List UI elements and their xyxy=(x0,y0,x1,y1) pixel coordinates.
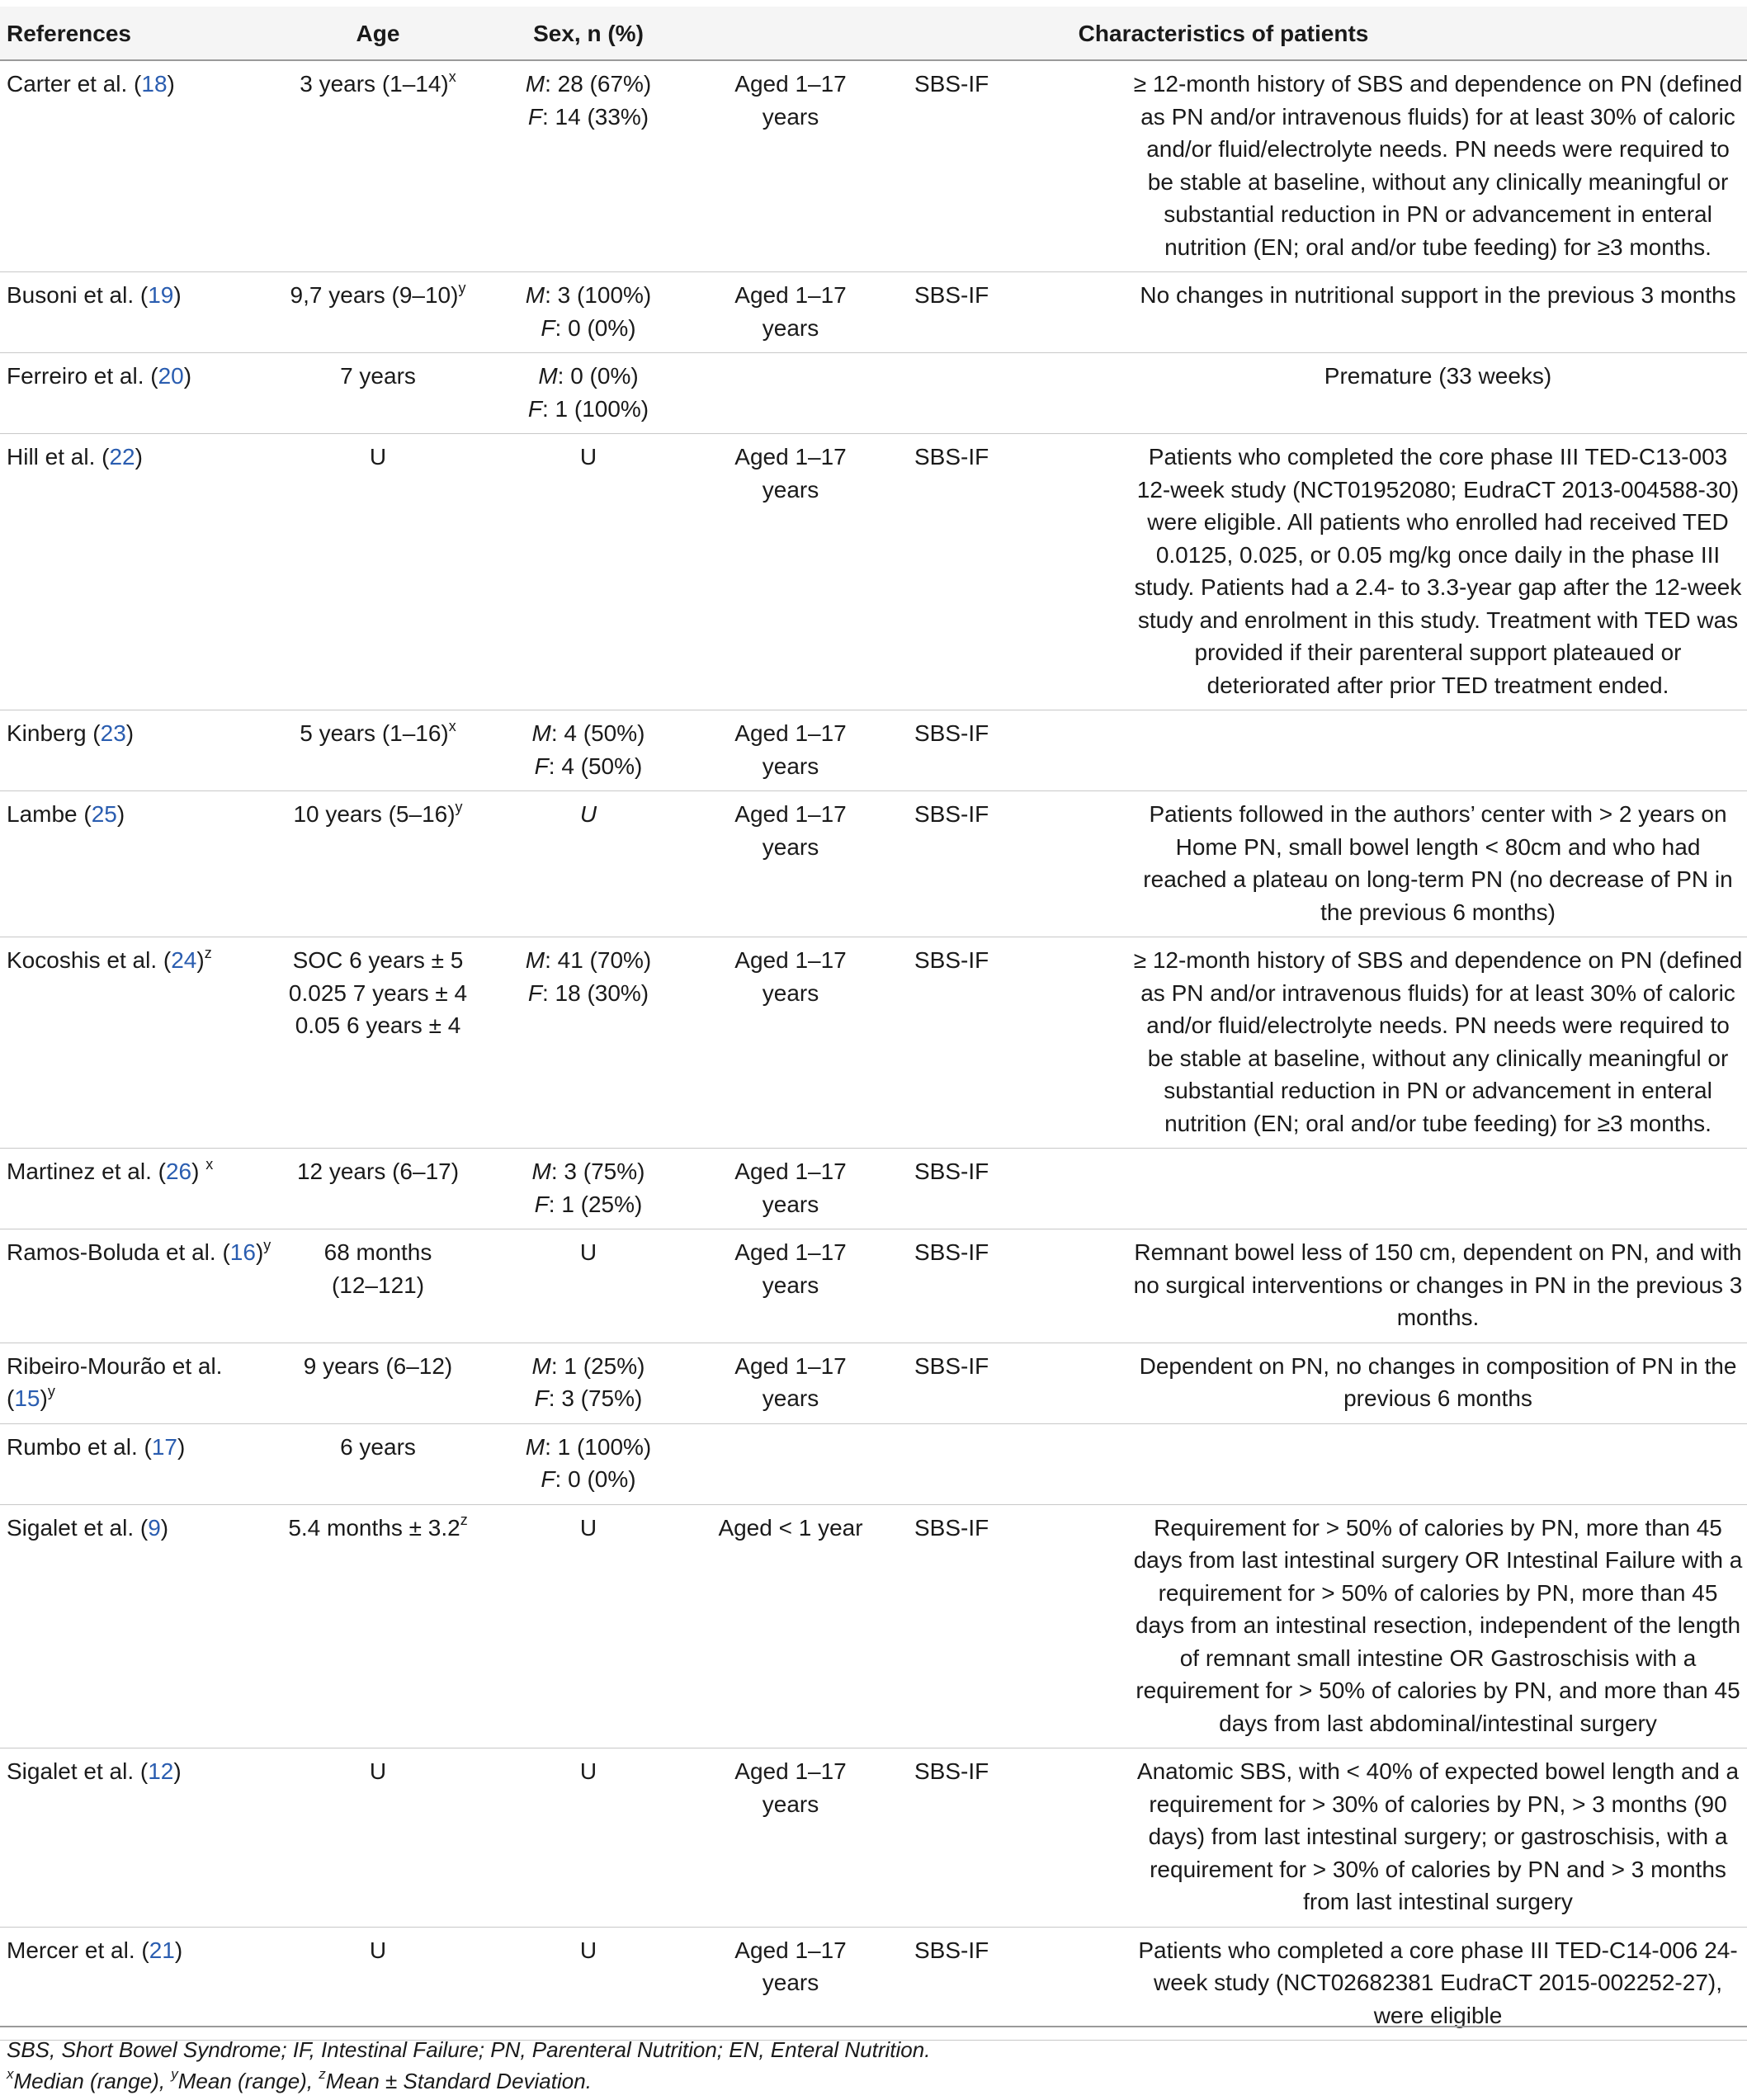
sex-female-label: F xyxy=(534,1385,549,1411)
sex-separator: : xyxy=(545,71,558,97)
table-row xyxy=(0,1748,1747,1928)
cell-age xyxy=(279,937,477,1149)
sex-male-line xyxy=(482,68,695,101)
cell-reference xyxy=(0,1149,279,1229)
reference-close-paren: ) xyxy=(183,363,192,389)
table-row xyxy=(0,60,1747,272)
table-row xyxy=(0,937,1747,1149)
sex-female-line xyxy=(482,1382,695,1415)
age-value: 3 years (1–14) xyxy=(300,71,449,97)
sex-male-label: M xyxy=(525,71,545,97)
reference-name: Mercer et al. ( xyxy=(7,1937,149,1963)
cell-age-group: Aged 1–17 years xyxy=(700,1229,881,1343)
cell-condition: SBS-IF xyxy=(881,60,1121,272)
age-superscript: y xyxy=(455,798,463,815)
cell-characteristics: ≥ 12-month history of SBS and dependence on PN (defined as PN and/or intravenous fluids) for at least 30% of caloric and/or fluid/electrolyte needs. PN needs were required to be stable at baseline, without any clinically meaningful or substantial reduction in PN or advancement in enteral nutrition (EN; oral and/or tube feeding) for ≥3 months. xyxy=(1121,60,1747,272)
sex-female-line xyxy=(482,977,695,1010)
sex-female-line xyxy=(482,393,695,426)
sex-unknown: U xyxy=(579,1514,597,1541)
cell-sex xyxy=(477,434,700,710)
reference-superscript: z xyxy=(204,944,212,961)
cell-condition: SBS-IF xyxy=(881,710,1121,791)
table-row xyxy=(0,1149,1747,1229)
cell-reference xyxy=(0,937,279,1149)
sex-male-line xyxy=(482,1431,695,1464)
table-row xyxy=(0,434,1747,710)
cell-sex xyxy=(477,60,700,272)
age-line xyxy=(284,1350,472,1383)
sex-separator: : xyxy=(548,1385,562,1411)
sex-male-value: 0 (0%) xyxy=(570,363,639,389)
age-line xyxy=(284,1236,472,1269)
sex-male-value: 3 (75%) xyxy=(564,1159,645,1184)
cell-sex xyxy=(477,1927,700,2041)
table-row xyxy=(0,1504,1747,1748)
sex-female-line xyxy=(482,312,695,345)
sex-separator: : xyxy=(541,103,555,130)
cell-age xyxy=(279,1504,477,1748)
cell-sex xyxy=(477,1748,700,1928)
age-superscript: x xyxy=(448,68,456,85)
cell-condition xyxy=(881,353,1121,434)
age-value: 10 years (5–16) xyxy=(293,801,456,827)
cell-characteristics: Requirement for > 50% of calories by PN, more than 45 days from last intestinal surgery OR Intestinal Failure with a requirement for > 50% of calories by PN, more than 45 days from an intestinal resection, independent of the length of remnant small intestine OR Gastroschisis with a requirement for > 50% of calories by PN, and more than 45 days from last abdominal/intestinal surgery xyxy=(1121,1504,1747,1748)
cell-condition: SBS-IF xyxy=(881,937,1121,1149)
reference-name: Carter et al. ( xyxy=(7,71,142,97)
sex-female-label: F xyxy=(527,103,542,130)
age-value: 6 years xyxy=(340,1433,416,1460)
footnote-y-text: Mean (range), xyxy=(177,2069,319,2093)
sex-female-line xyxy=(482,750,695,783)
table-row xyxy=(0,1229,1747,1343)
reference-close-paren: ) xyxy=(173,282,182,308)
sex-female-value: 0 (0%) xyxy=(568,314,636,341)
cell-age-group: Aged 1–17 years xyxy=(700,272,881,353)
cell-age-group: Aged 1–17 years xyxy=(700,1343,881,1423)
table-row xyxy=(0,1343,1747,1423)
sex-female-label: F xyxy=(541,314,555,341)
reference-name: Sigalet et al. ( xyxy=(7,1514,149,1541)
age-value: 5.4 months ± 3.2 xyxy=(288,1514,460,1541)
cell-condition: SBS-IF xyxy=(881,1343,1121,1423)
sex-separator: : xyxy=(548,753,562,779)
cell-reference xyxy=(0,434,279,710)
age-line xyxy=(284,798,472,831)
footnote-z-text: Mean ± Standard Deviation. xyxy=(325,2069,592,2093)
cell-characteristics: ≥ 12-month history of SBS and dependence on PN (defined as PN and/or intravenous fluids) for at least 30% of caloric and/or fluid/electrolyte needs. PN needs were required to be stable at baseline, without any clinically meaningful or substantial reduction in PN or advancement in enteral nutrition (EN; oral and/or tube feeding) for ≥3 months. xyxy=(1121,937,1747,1149)
age-value: 0.05 6 years ± 4 xyxy=(295,1012,461,1038)
sex-separator: : xyxy=(545,1433,558,1460)
cell-reference xyxy=(0,1423,279,1504)
age-line xyxy=(284,944,472,977)
cell-characteristics xyxy=(1121,710,1747,791)
cell-age xyxy=(279,1149,477,1229)
reference-superscript: y xyxy=(47,1382,55,1399)
age-line xyxy=(284,1009,472,1042)
reference-name: Lambe ( xyxy=(7,801,92,827)
cell-condition: SBS-IF xyxy=(881,272,1121,353)
age-line xyxy=(284,279,472,312)
sex-male-label: M xyxy=(531,720,551,746)
cell-condition: SBS-IF xyxy=(881,1149,1121,1229)
sex-female-label: F xyxy=(534,1191,549,1217)
cell-reference xyxy=(0,272,279,353)
footnote-z-mark: z xyxy=(319,2066,326,2083)
reference-close-paren: ) xyxy=(255,1239,264,1265)
table-body xyxy=(0,60,1747,2041)
reference-close-paren: ) xyxy=(196,947,205,973)
reference-close-paren: ) xyxy=(116,801,125,827)
age-superscript: z xyxy=(460,1512,468,1529)
cell-age-group xyxy=(700,1423,881,1504)
cell-sex xyxy=(477,1423,700,1504)
reference-citation-link[interactable]: 12 xyxy=(148,1758,174,1784)
sex-female-value: 18 (30%) xyxy=(555,979,649,1006)
reference-citation-link[interactable]: 16 xyxy=(229,1239,256,1265)
sex-separator: : xyxy=(557,363,571,389)
sex-male-line xyxy=(482,1350,695,1383)
age-value: 9,7 years (9–10) xyxy=(290,282,459,308)
age-line xyxy=(284,717,472,750)
header-sex: Sex, n (%) xyxy=(477,7,700,60)
age-line xyxy=(284,1269,472,1302)
reference-name: Martinez et al. ( xyxy=(7,1159,166,1184)
sex-separator: : xyxy=(550,720,564,746)
sex-female-line xyxy=(482,101,695,134)
sex-male-line xyxy=(482,360,695,393)
footnote-symbols xyxy=(7,2065,930,2097)
reference-close-paren: ) xyxy=(191,1159,206,1184)
sex-male-label: M xyxy=(525,947,545,973)
age-line xyxy=(284,441,472,474)
cell-age-group: Aged 1–17 years xyxy=(700,1149,881,1229)
cell-condition: SBS-IF xyxy=(881,1927,1121,2041)
sex-female-value: 1 (100%) xyxy=(555,395,649,422)
sex-unknown: U xyxy=(579,1758,597,1784)
sex-male-label: M xyxy=(531,1159,551,1184)
cell-sex xyxy=(477,1149,700,1229)
sex-female-line xyxy=(482,1463,695,1496)
reference-name: Ribeiro-Mourão et al. ( xyxy=(7,1352,223,1411)
header-age: Age xyxy=(279,7,477,60)
reference-close-paren: ) xyxy=(177,1433,186,1460)
cell-condition: SBS-IF xyxy=(881,1748,1121,1928)
reference-name: Kinberg ( xyxy=(7,720,101,746)
cell-sex xyxy=(477,1504,700,1748)
reference-close-paren: ) xyxy=(173,1758,182,1784)
reference-citation-link[interactable]: 20 xyxy=(158,363,184,389)
sex-female-value: 0 (0%) xyxy=(568,1466,636,1492)
sex-separator: : xyxy=(541,395,555,422)
reference-name: Sigalet et al. ( xyxy=(7,1758,149,1784)
sex-separator: : xyxy=(555,1466,569,1492)
sex-separator: : xyxy=(548,1191,562,1217)
footnote-x-text: Median (range), xyxy=(13,2069,172,2093)
sex-female-label: F xyxy=(541,1466,555,1492)
sex-male-line xyxy=(482,717,695,750)
cell-age xyxy=(279,1927,477,2041)
age-line xyxy=(284,1512,472,1545)
age-value: 5 years (1–16) xyxy=(300,720,449,746)
cell-reference xyxy=(0,710,279,791)
age-value: 9 years (6–12) xyxy=(303,1352,453,1379)
table-bottom-rule xyxy=(0,2026,1747,2027)
cell-sex xyxy=(477,1229,700,1343)
reference-close-paren: ) xyxy=(167,71,175,97)
reference-name: Ferreiro et al. ( xyxy=(7,363,158,389)
cell-condition: SBS-IF xyxy=(881,791,1121,937)
age-value: (12–121) xyxy=(331,1272,425,1298)
reference-citation-link[interactable]: 24 xyxy=(171,947,197,973)
age-value: U xyxy=(369,444,387,470)
cell-reference xyxy=(0,60,279,272)
cell-sex xyxy=(477,710,700,791)
header-characteristics: Characteristics of patients xyxy=(700,7,1747,60)
reference-name: Busoni et al. ( xyxy=(7,282,149,308)
cell-age-group: Aged 1–17 years xyxy=(700,60,881,272)
sex-female-value: 1 (25%) xyxy=(561,1191,643,1217)
cell-age xyxy=(279,272,477,353)
reference-close-paren: ) xyxy=(174,1937,183,1963)
cell-age-group xyxy=(700,353,881,434)
cell-characteristics: Anatomic SBS, with < 40% of expected bowel length and a requirement for > 30% of calories by PN, > 3 months (90 days) from last intestinal surgery; or gastroschisis, with a requirement for > 30% of calories by PN and > 3 months from last intestinal surgery xyxy=(1121,1748,1747,1928)
sex-male-label: M xyxy=(525,1433,545,1460)
cell-age xyxy=(279,1748,477,1928)
table-header-row xyxy=(0,7,1747,60)
cell-characteristics: Patients followed in the authors’ center with > 2 years on Home PN, small bowel length < 80cm and who had reached a plateau on long-term PN (no decrease of PN in the previous 6 months) xyxy=(1121,791,1747,937)
reference-citation-link[interactable]: 19 xyxy=(148,282,174,308)
age-value: U xyxy=(369,1758,387,1784)
age-value: SOC 6 years ± 5 xyxy=(292,947,464,973)
sex-male-value: 1 (25%) xyxy=(564,1352,645,1379)
reference-citation-link[interactable]: 17 xyxy=(151,1433,178,1460)
reference-name: Hill et al. ( xyxy=(7,444,110,470)
table-footnotes xyxy=(7,2034,930,2097)
cell-characteristics: No changes in nutritional support in the previous 3 months xyxy=(1121,272,1747,353)
reference-name: Rumbo et al. ( xyxy=(7,1433,152,1460)
cell-age-group: Aged 1–17 years xyxy=(700,791,881,937)
cell-age-group: Aged 1–17 years xyxy=(700,710,881,791)
reference-citation-link[interactable]: 26 xyxy=(165,1159,192,1184)
sex-male-label: M xyxy=(531,1352,551,1379)
sex-unknown: U xyxy=(579,444,597,470)
sex-unknown: U xyxy=(579,1239,597,1265)
cell-characteristics xyxy=(1121,1423,1747,1504)
cell-sex xyxy=(477,272,700,353)
reference-superscript: y xyxy=(263,1236,271,1253)
reference-citation-link[interactable]: 21 xyxy=(149,1937,175,1963)
sex-separator: : xyxy=(545,282,558,308)
table-row xyxy=(0,1423,1747,1504)
footnote-abbreviations: SBS, Short Bowel Syndrome; IF, Intestinal Failure; PN, Parenteral Nutrition; EN, Enteral Nutrition. xyxy=(7,2037,931,2062)
sex-male-value: 1 (100%) xyxy=(557,1433,652,1460)
cell-sex xyxy=(477,937,700,1149)
cell-sex xyxy=(477,791,700,937)
cell-reference xyxy=(0,1343,279,1423)
reference-name: Ramos-Boluda et al. ( xyxy=(7,1239,230,1265)
cell-reference xyxy=(0,1748,279,1928)
age-line xyxy=(284,1934,472,1967)
age-value: 68 months xyxy=(323,1239,432,1265)
cell-condition: SBS-IF xyxy=(881,1504,1121,1748)
table-row xyxy=(0,353,1747,434)
sex-unknown: U xyxy=(579,801,597,827)
sex-male-line xyxy=(482,1155,695,1188)
reference-citation-link[interactable]: 23 xyxy=(100,720,126,746)
table-row xyxy=(0,272,1747,353)
reference-citation-link[interactable]: 22 xyxy=(109,444,135,470)
cell-reference xyxy=(0,1927,279,2041)
patient-characteristics-table xyxy=(0,7,1747,2041)
sex-male-value: 41 (70%) xyxy=(557,947,652,973)
age-line xyxy=(284,1431,472,1464)
cell-characteristics: Premature (33 weeks) xyxy=(1121,353,1747,434)
cell-age xyxy=(279,353,477,434)
cell-characteristics: Dependent on PN, no changes in composition of PN in the previous 6 months xyxy=(1121,1343,1747,1423)
age-line xyxy=(284,68,472,101)
cell-age xyxy=(279,710,477,791)
table-row xyxy=(0,710,1747,791)
reference-citation-link[interactable]: 25 xyxy=(91,801,117,827)
sex-female-value: 14 (33%) xyxy=(555,103,649,130)
sex-separator: : xyxy=(545,947,558,973)
cell-condition: SBS-IF xyxy=(881,434,1121,710)
cell-reference xyxy=(0,791,279,937)
sex-female-line xyxy=(482,1188,695,1221)
cell-reference xyxy=(0,1504,279,1748)
age-value: 7 years xyxy=(340,363,416,389)
cell-reference xyxy=(0,353,279,434)
sex-separator: : xyxy=(550,1159,564,1184)
age-value: 12 years (6–17) xyxy=(296,1159,460,1184)
sex-male-value: 28 (67%) xyxy=(557,71,652,97)
sex-male-value: 4 (50%) xyxy=(564,720,645,746)
footnote-x-mark: x xyxy=(7,2066,14,2083)
sex-male-label: M xyxy=(538,363,558,389)
reference-name: Kocoshis et al. ( xyxy=(7,947,172,973)
age-line xyxy=(284,360,472,393)
cell-age-group: Aged 1–17 years xyxy=(700,1748,881,1928)
table-row xyxy=(0,1927,1747,2041)
cell-age-group: Aged 1–17 years xyxy=(700,1927,881,2041)
sex-male-line xyxy=(482,944,695,977)
cell-characteristics: Remnant bowel less of 150 cm, dependent on PN, and with no surgical interventions or changes in PN in the previous 3 months. xyxy=(1121,1229,1747,1343)
cell-condition: SBS-IF xyxy=(881,1229,1121,1343)
sex-separator: : xyxy=(555,314,569,341)
sex-female-value: 3 (75%) xyxy=(561,1385,643,1411)
reference-close-paren: ) xyxy=(135,444,143,470)
reference-close-paren: ) xyxy=(40,1385,48,1411)
cell-condition xyxy=(881,1423,1121,1504)
reference-close-paren: ) xyxy=(160,1514,169,1541)
age-value: U xyxy=(369,1937,387,1963)
sex-female-label: F xyxy=(527,979,542,1006)
sex-male-line xyxy=(482,279,695,312)
reference-citation-link[interactable]: 9 xyxy=(148,1514,161,1541)
reference-citation-link[interactable]: 15 xyxy=(14,1385,40,1411)
cell-sex xyxy=(477,353,700,434)
cell-characteristics: Patients who completed the core phase III TED-C13-003 12-week study (NCT01952080; EudraCT 2013-004588-30) were eligible. All patients who enrolled had received TED 0.0125, 0.025, or 0.05 mg/kg once daily in the phase III study. Patients had a 2.4- to 3.3-year gap after the 12-week study and enrolment in this study. Treatment with TED was provided if their parenteral support plateaued or deteriorated after prior TED treatment ended. xyxy=(1121,434,1747,710)
reference-superscript: x xyxy=(205,1155,214,1173)
reference-citation-link[interactable]: 18 xyxy=(141,71,168,97)
sex-unknown: U xyxy=(579,1937,597,1963)
age-superscript: y xyxy=(458,279,466,296)
age-line xyxy=(284,1155,472,1188)
sex-female-label: F xyxy=(527,395,542,422)
age-superscript: x xyxy=(448,717,456,734)
cell-age xyxy=(279,1229,477,1343)
cell-sex xyxy=(477,1343,700,1423)
sex-female-value: 4 (50%) xyxy=(561,753,643,779)
age-value: 0.025 7 years ± 4 xyxy=(288,979,468,1006)
cell-age xyxy=(279,791,477,937)
sex-female-label: F xyxy=(534,753,549,779)
reference-close-paren: ) xyxy=(125,720,135,746)
cell-age-group: Aged < 1 year xyxy=(700,1504,881,1748)
cell-age xyxy=(279,60,477,272)
cell-age-group: Aged 1–17 years xyxy=(700,937,881,1149)
cell-characteristics xyxy=(1121,1149,1747,1229)
sex-separator: : xyxy=(541,979,555,1006)
sex-separator: : xyxy=(550,1352,564,1379)
sex-male-label: M xyxy=(525,282,545,308)
cell-age xyxy=(279,1423,477,1504)
cell-age xyxy=(279,1343,477,1423)
age-line xyxy=(284,1755,472,1788)
header-references: References xyxy=(0,7,279,60)
sex-male-value: 3 (100%) xyxy=(557,282,652,308)
cell-reference xyxy=(0,1229,279,1343)
table-row xyxy=(0,791,1747,937)
cell-characteristics: Patients who completed a core phase III TED-C14-006 24-week study (NCT02682381 EudraCT 2015-002252-27), were eligible xyxy=(1121,1927,1747,2041)
cell-age xyxy=(279,434,477,710)
cell-age-group: Aged 1–17 years xyxy=(700,434,881,710)
footnote-y-mark: y xyxy=(171,2066,178,2083)
age-line xyxy=(284,977,472,1010)
